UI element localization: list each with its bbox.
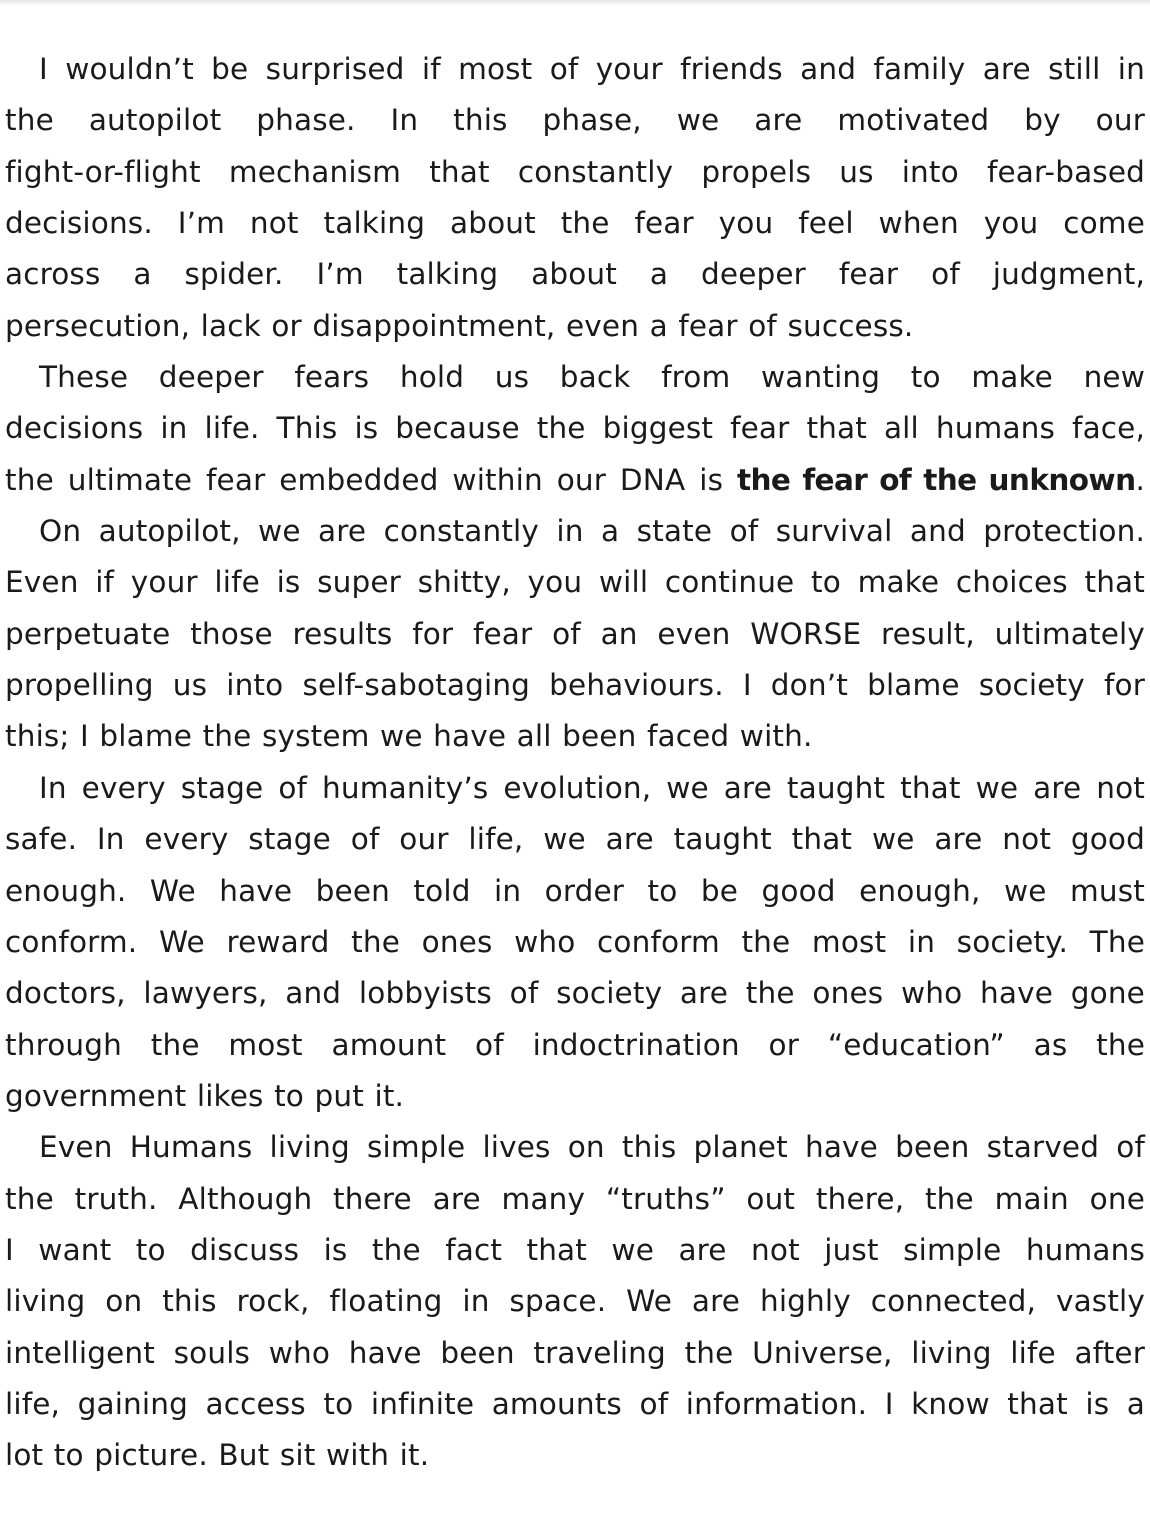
text-line: decisions. I’m not talking about the fear you feel when you come [5, 206, 1145, 241]
text-line: life, gaining access to infinite amounts of information. I know that is a [5, 1386, 1145, 1421]
paragraph-starved-of-truth [5, 1122, 1145, 1481]
text-line: decisions in life. This is because the biggest fear that all humans face, [5, 411, 1145, 446]
text-line: this; I blame the system we have all been faced with. [5, 719, 813, 754]
text-line: In every stage of humanity’s evolution, we are taught that we are not [39, 770, 1145, 805]
text-line: intelligent souls who have been traveling the Universe, living life after [5, 1335, 1145, 1370]
text-line: the autopilot phase. In this phase, we are motivated by our [5, 103, 1145, 138]
text-line: On autopilot, we are constantly in a state of survival and protection. [39, 514, 1145, 549]
text-line: across a spider. I’m talking about a deeper fear of judgment, [5, 257, 1145, 292]
text-line: through the most amount of indoctrination or “education” as the [5, 1027, 1145, 1062]
text-line: I wouldn’t be surprised if most of your friends and family are still in [39, 52, 1145, 86]
text-segment: . [1135, 462, 1146, 497]
text-line: Even if your life is super shitty, you will continue to make choices that [5, 565, 1145, 600]
paragraph-autopilot-phase [5, 44, 1145, 352]
page-top-edge [0, 0, 1150, 6]
paragraph-survival-protection [5, 506, 1145, 763]
text-line: Even Humans living simple lives on this planet have been starved of [39, 1130, 1145, 1165]
emphasized-phrase: the fear of the unknown [736, 462, 1136, 497]
paragraph-deeper-fears [5, 352, 1145, 506]
text-line: living on this rock, floating in space. We are highly connected, vastly [5, 1284, 1145, 1319]
text-line: the truth. Although there are many “truths” out there, the main one [5, 1181, 1145, 1216]
text-line: government likes to put it. [5, 1078, 405, 1113]
text-line: safe. In every stage of our life, we are taught that we are not good [5, 822, 1145, 857]
text-line: fight-or-flight mechanism that constantly propels us into fear-based [5, 154, 1145, 189]
text-line: lot to picture. But sit with it. [5, 1438, 430, 1473]
text-line: persecution, lack or disappointment, even a fear of success. [5, 308, 914, 343]
paragraph-not-good-enough [5, 763, 1145, 1122]
text-segment: the ultimate fear embedded within our DNA is [5, 462, 737, 497]
text-line: conform. We reward the ones who conform the most in society. The [5, 924, 1145, 959]
text-line: These deeper fears hold us back from wanting to make new [39, 360, 1145, 395]
text-line: perpetuate those results for fear of an even WORSE result, ultimately [5, 616, 1145, 651]
text-line-with-emphasis [5, 455, 1145, 506]
book-page [5, 44, 1145, 1482]
text-line: I want to discuss is the fact that we are not just simple humans [5, 1232, 1145, 1267]
text-line: enough. We have been told in order to be good enough, we must [5, 873, 1145, 908]
text-line: propelling us into self-sabotaging behaviours. I don’t blame society for [5, 668, 1145, 703]
text-line: doctors, lawyers, and lobbyists of society are the ones who have gone [5, 976, 1145, 1011]
